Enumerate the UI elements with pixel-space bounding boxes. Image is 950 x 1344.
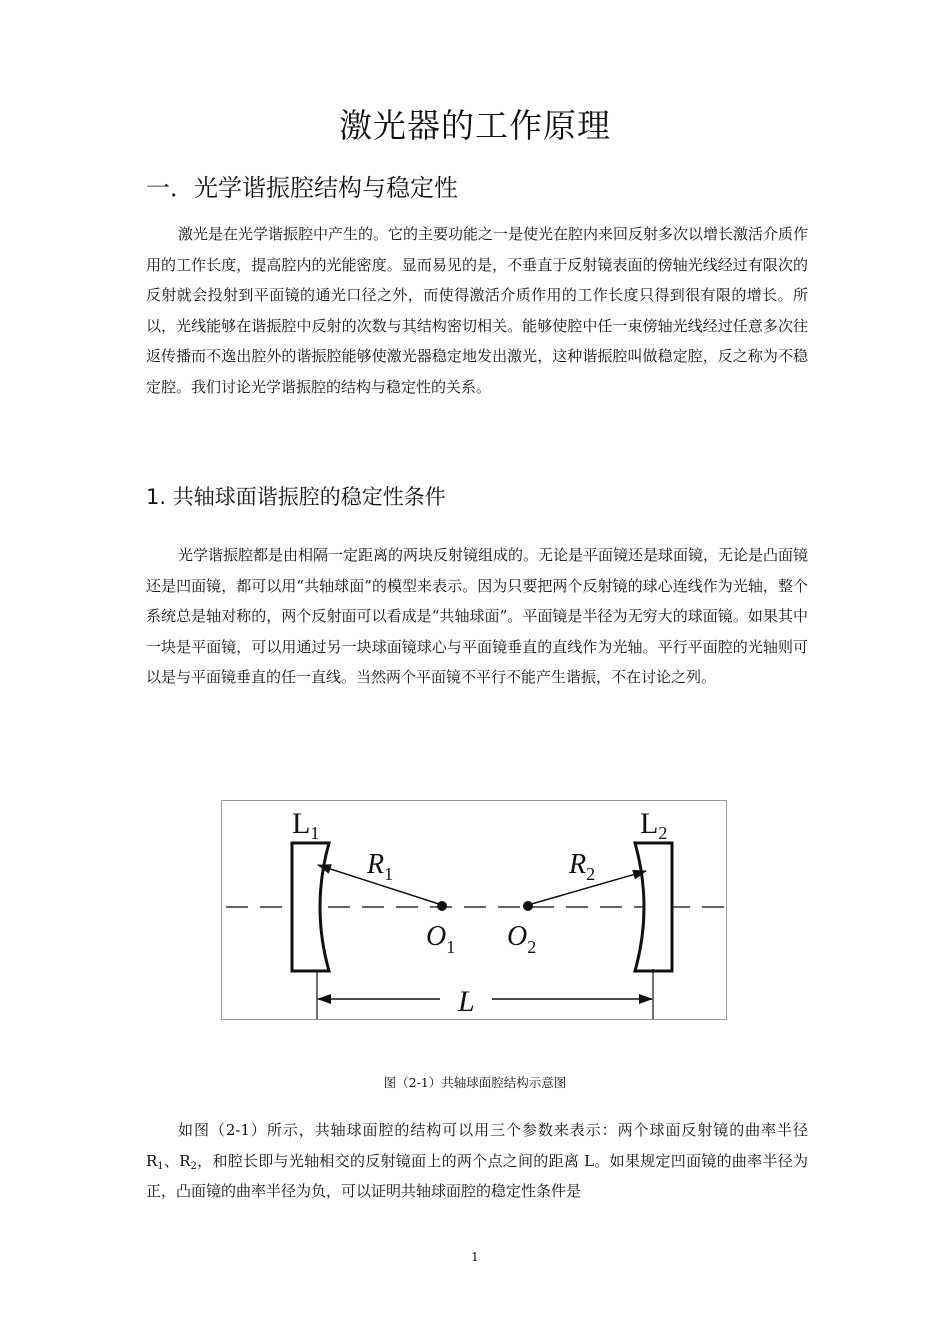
paragraph-intro: 激光是在光学谐振腔中产生的。它的主要功能之一是使光在腔内来回反射多次以增长激活介质作用的工作长度，提高腔内的光能密度。显而易见的是，不垂直于反射镜表面的傍轴光线经过有限次的反射就会投射到平面镜的通光口径之外，而使得激活介质作用的工作长度只得到很有限的增长。所以，光线能够在谐振腔中反射的次数与其结构密切相关。能够使腔中任一束傍轴光线经过任意多次往返传播而不逸出腔外的谐振腔能够使激光器稳定地发出激光，这种谐振腔叫做稳定腔，反之称为不稳定腔。我们讨论光学谐振腔的结构与稳定性的关系。 <box>146 225 809 396</box>
center-o2-point <box>523 901 533 911</box>
section-heading: 一．光学谐振腔结构与稳定性 <box>146 174 458 202</box>
center-o1-label: $O_1$ <box>426 921 456 957</box>
center-o1-point <box>437 901 447 911</box>
subsection-heading: 1. 共轴球面谐振腔的稳定性条件 <box>146 485 446 509</box>
radius-r1-label: $R_1$ <box>367 849 394 884</box>
paragraph-stability-condition: 如图（2-1）所示，共轴球面腔的结构可以用三个参数来表示：两个球面反射镜的曲率半径 $R_1$、$R_2$，和腔长即与光轴相交的反射镜面上的两个点之间的距离 L。如果规定凹面镜的曲率半径为正，凸面镜的曲率半径为负，可以证明共轴球面腔的稳定性条件是 <box>146 1121 809 1200</box>
mirror-l1-label: $L_1$ <box>292 807 320 843</box>
resonator-diagram-svg <box>222 801 728 1021</box>
mirror-l1 <box>292 843 329 971</box>
mirror-l2-label: $L_2$ <box>640 807 668 843</box>
resonator-diagram <box>221 800 727 1020</box>
paragraph-coaxial-model: 光学谐振腔都是由相隔一定距离的两块反射镜组成的。无论是平面镜还是球面镜，无论是凸面镜还是凹面镜，都可以用“共轴球面”的模型来表示。因为只要把两个反射镜的球心连线作为光轴，整个系统总是轴对称的，两个反射面可以看成是“共轴球面”。平面镜是半径为无穷大的球面镜。如果其中一块是平面镜，可以用通过另一块球面镜球心与平面镜垂直的直线作为光轴。平行平面腔的光轴则可以是与平面镜垂直的任一直线。当然两个平面镜不平行不能产生谐振，不在讨论之列。 <box>146 546 809 686</box>
radius-r2-label: $R_2$ <box>569 849 596 884</box>
center-o2-label: $O_2$ <box>507 921 537 957</box>
length-label: L <box>458 985 475 1018</box>
page-number: 1 <box>471 1250 479 1264</box>
figure-caption: 图（2-1）共轴球面腔结构示意图 <box>383 1075 567 1090</box>
page-title: 激光器的工作原理 <box>339 106 611 145</box>
